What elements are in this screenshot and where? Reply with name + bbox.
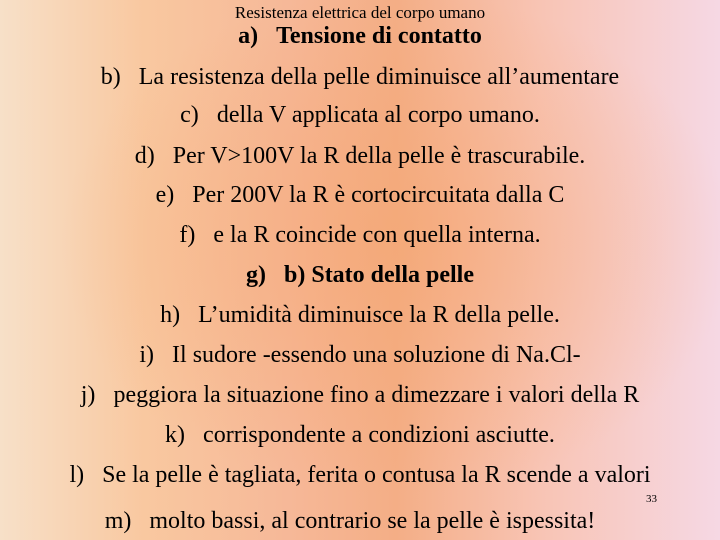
line-j [0, 381, 720, 409]
line-label: f) [179, 222, 196, 248]
line-text: Per 200V la R è cortocircuitata dalla C [192, 182, 565, 208]
line-h [0, 301, 720, 329]
line-a [0, 22, 720, 50]
line-text: molto bassi, al contrario se la pelle è ispessita! [149, 508, 596, 534]
line-d [0, 142, 720, 170]
line-m [0, 507, 710, 535]
line-text: Se la pelle è tagliata, ferita o contusa la R scende a valori [102, 462, 651, 488]
line-text: L’umidità diminuisce la R della pelle. [198, 302, 560, 328]
line-text: Il sudore -essendo una soluzione di Na.Cl- [172, 342, 581, 368]
line-text: Tensione di contatto [276, 23, 482, 49]
line-g [0, 261, 720, 289]
line-text: b) Stato della pelle [284, 262, 474, 288]
line-text: Per V>100V la R della pelle è trascurabile. [172, 143, 586, 169]
line-f [0, 221, 720, 249]
line-e [0, 181, 720, 209]
line-label: j) [80, 382, 96, 408]
line-l [0, 461, 720, 489]
line-label: h) [160, 302, 181, 328]
line-label: i) [139, 342, 155, 368]
line-label: m) [104, 508, 132, 534]
line-label: d) [134, 143, 155, 169]
line-text: peggiora la situazione fino a dimezzare i valori della R [113, 382, 640, 408]
line-label: c) [180, 102, 199, 128]
slide-header: Resistenza elettrica del corpo umano [234, 3, 486, 22]
line-k [0, 421, 720, 449]
page-number: 33 [646, 493, 657, 505]
line-label: l) [69, 462, 85, 488]
line-c [0, 101, 720, 129]
line-label: b) [100, 64, 121, 90]
line-label: k) [165, 422, 186, 448]
line-text: corrispondente a condizioni asciutte. [203, 422, 555, 448]
line-label: a) [238, 23, 259, 49]
line-label: g) [246, 262, 266, 288]
line-i [0, 341, 720, 369]
line-text: della V applicata al corpo umano. [216, 102, 540, 128]
line-text: La resistenza della pelle diminuisce all’aumentare [138, 64, 620, 90]
line-b [0, 63, 720, 91]
line-label: e) [155, 182, 175, 208]
line-text: e la R coincide con quella interna. [213, 222, 541, 248]
